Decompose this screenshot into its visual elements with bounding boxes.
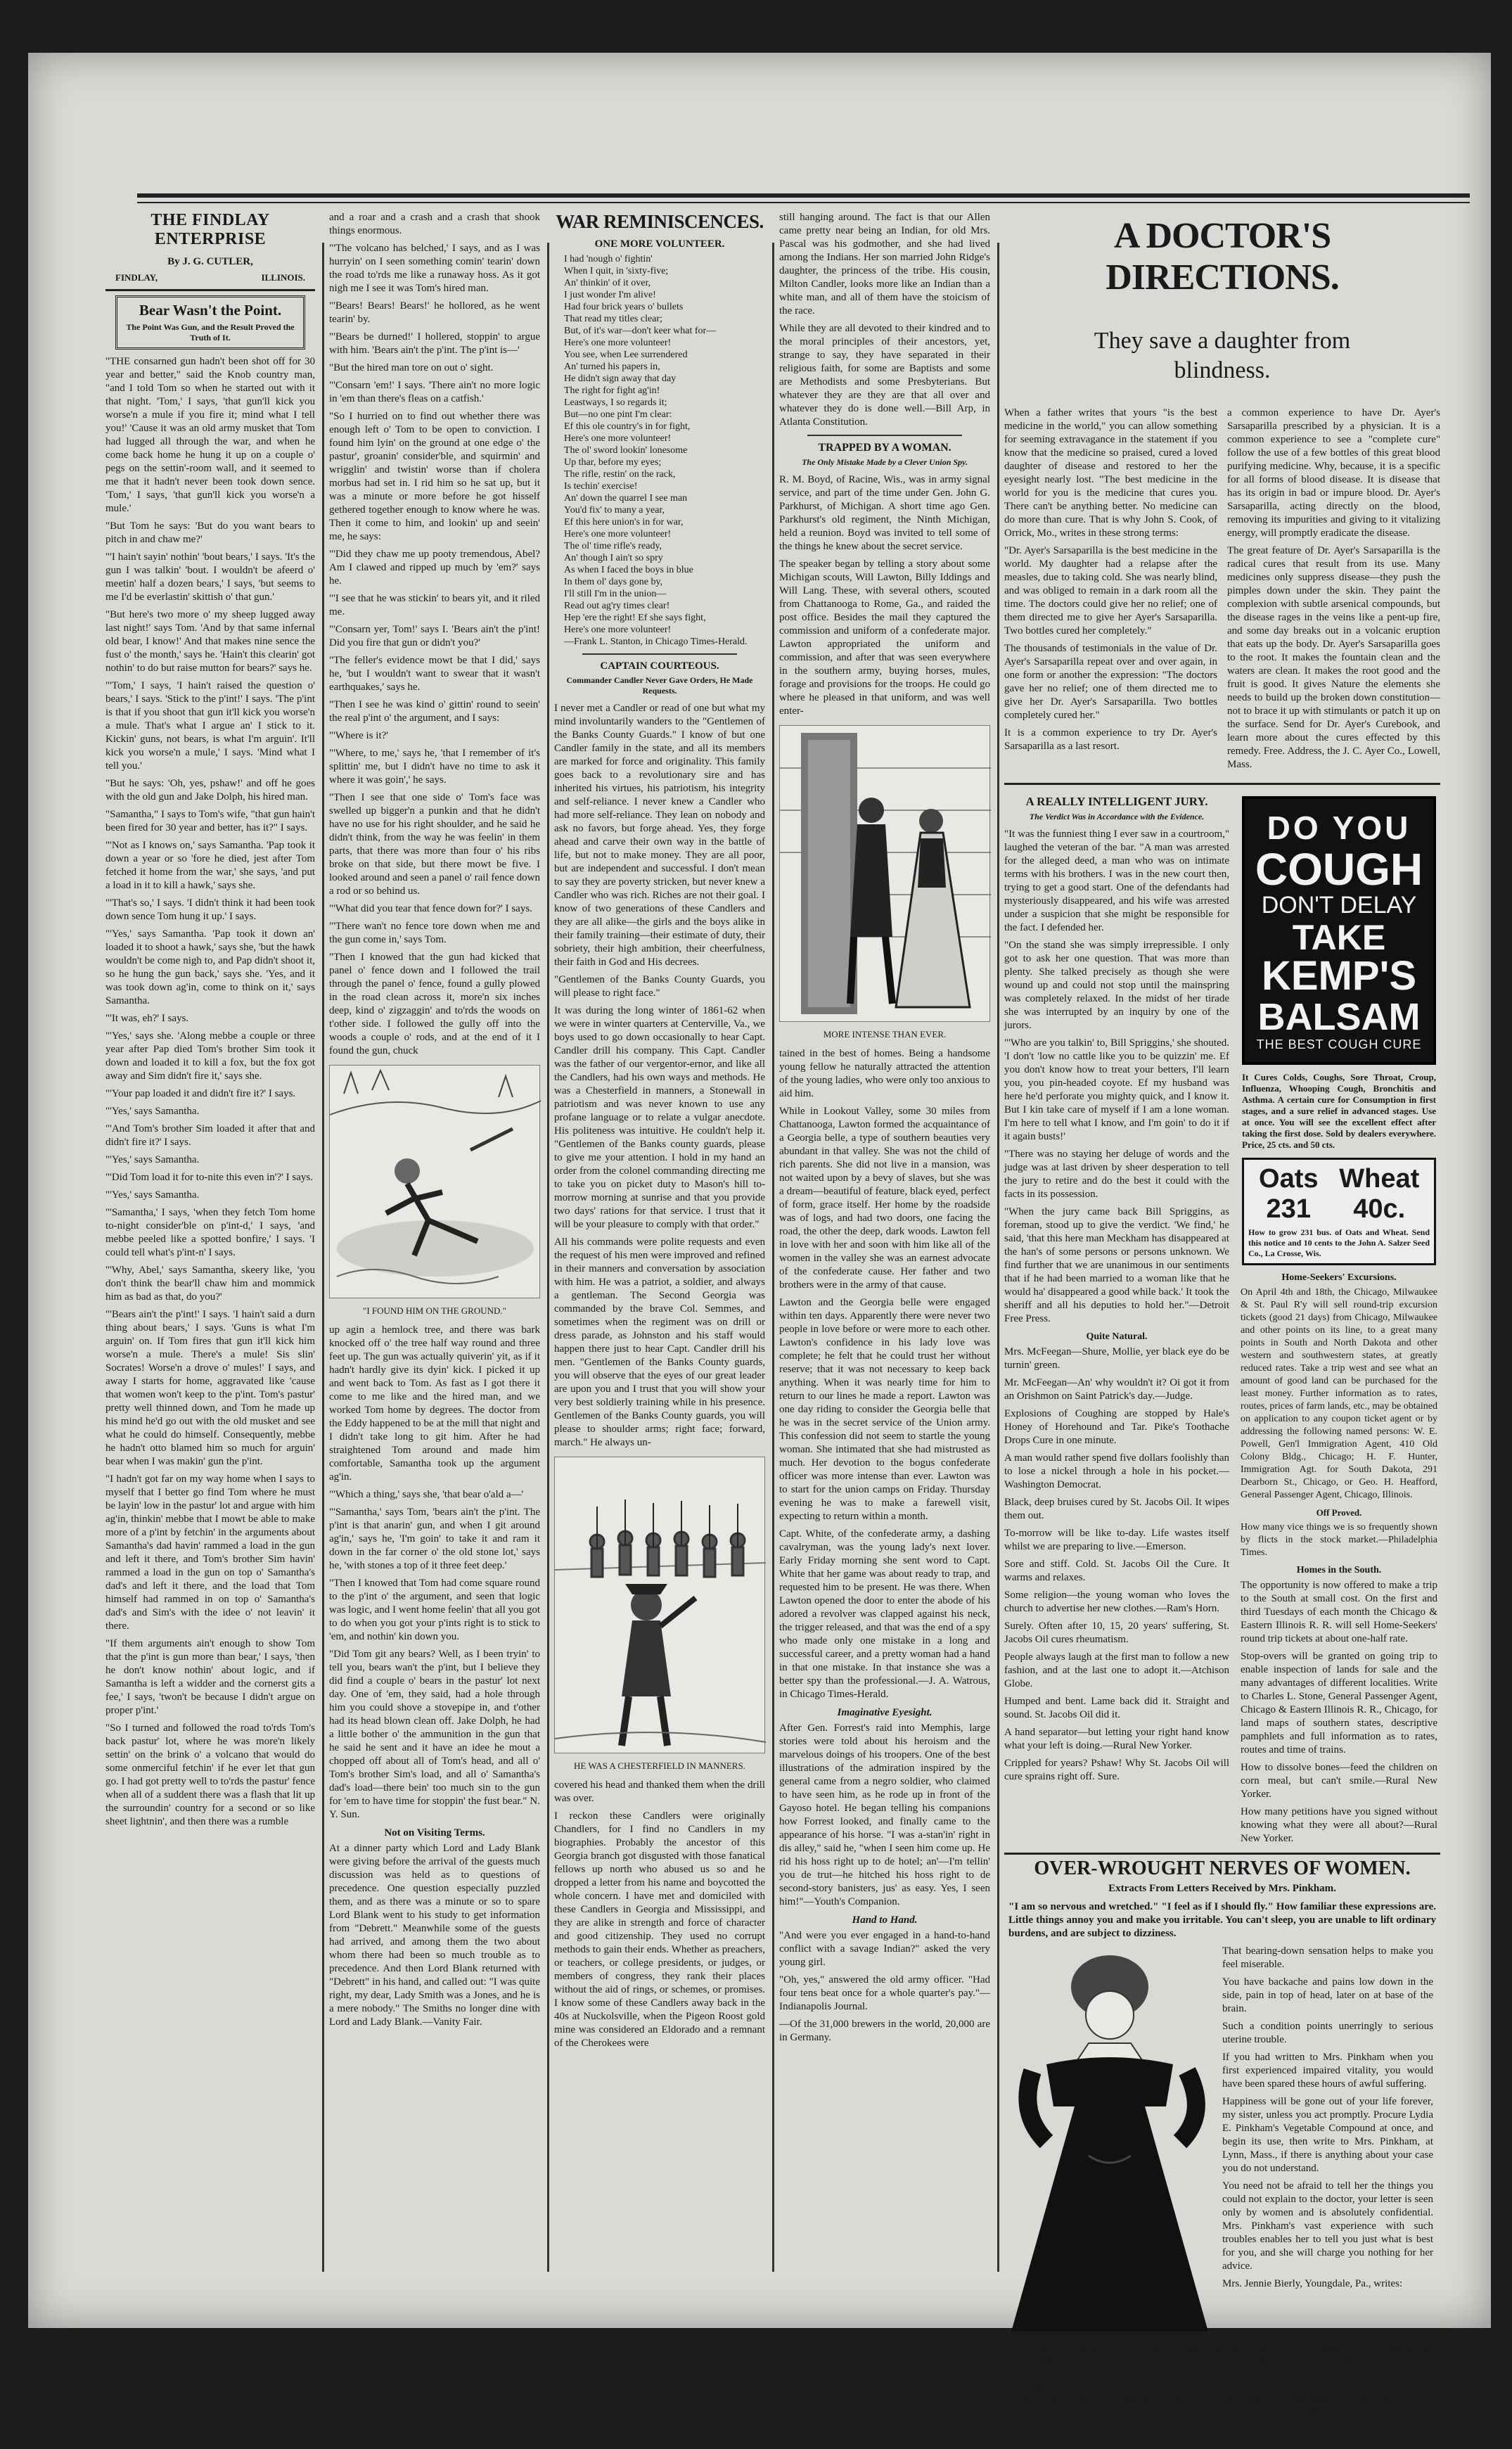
poem-line: In them ol' days gone by, (564, 577, 663, 587)
pinkham-letter: "Dear Mrs. Pinkham—Will you kindly allow me the pleasure of expressing my gratitude for the wonderful relief I have experienced by taking your Vegetable Compound. I suffered for a long time with nervous prostration, headache, backache, loss of appetite, a heavy bearing-down feeling, also bearing pains in the groins. I could not sleep, was tired all the time, had no ambition. Life was a burden to me. The pains I suffered at times of menstruation were something dreadful. I thought there was no cure for it. I saw your advertisement in the paper, and my husband advised me to try your medicine. I took five bottles, and now I am well and happy. Your medicine saved my life." (1008, 2344, 1436, 2430)
column-2 (329, 211, 540, 2272)
paragraph: "'Bears be durned!' I hollered, stoppin' to argue with him. 'Bears ain't the p'int. The p'int is—' (329, 331, 540, 356)
paragraph: "'Where, to me,' says he, 'that I remember of it's splittin' me, but I didn't have no time to ask it where it was goin',' he says. (329, 748, 540, 786)
ads-column (1238, 789, 1440, 1850)
subsection-body (329, 1842, 540, 2029)
paragraph: "Then I knowed that the gun had kicked that panel o' fence down and I followed the trail through the panel o' fence, found a gully plowed in the road clean across it, more'n six inches deep, kind o' zigzaggin' and to'rds the woods on t'other side. I followed the gully off into the woods a couple o' rods, and at the end of it I found the gun, chuck (329, 952, 540, 1056)
column-divider (997, 243, 999, 2272)
paragraph: "Then I knowed that Tom had come square round to the p'int o' the argument, and seen that logic was logic, and I went home feelin' that all you got to do when you got your p'ints right is to stick to 'em, and nothin' kin down you. (329, 1578, 540, 1642)
subsection-title: Imaginative Eyesight. (837, 1707, 933, 1718)
paragraph: Black, deep bruises cured by St. Jacobs Oil. It wipes them out. (1004, 1497, 1229, 1521)
paragraph: and a roar and a crash and a crash that shook things enormous. (329, 212, 540, 236)
paragraph: "'Yes,' says Samantha. (105, 1189, 200, 1201)
paragraph: "'Your pap loaded it and didn't fire it?' I says. (105, 1088, 296, 1099)
paragraph: tained in the best of homes. Being a handsome young fellow he naturally attracted the attention of the young ladies, who were only too anxious to aid him. (779, 1048, 990, 1099)
paragraph: Mrs. McFeegan—Shure, Mollie, yer black eye do be turnin' green. (1004, 1346, 1229, 1371)
notice-body: How many vice things we is so frequently shown by flicts in the stock market.—Philadelphia Times. (1241, 1522, 1437, 1558)
paragraph: The speaker began by telling a story about some Michigan scouts, Will Lawton, Billy Iddings and Will Lang. These, with several others, scouted from Chattanooga to Rome, Ga., and raided the post office. Besides the mail they captured the commission and uniform of a confederate major. Lawton appropriated the uniform and commission, and after that was seen everywhere in the southern army, buying horses, mules, forage and provisions for the troops. He could go where he pleased in that uniform, and was well enter- (779, 558, 990, 717)
illustration-svg (330, 1066, 541, 1298)
oats-line (1248, 1164, 1430, 1224)
paragraph: "Gentlemen of the Banks County Guards, you will please to right face." (554, 974, 765, 999)
column-1 (105, 211, 315, 2272)
paragraph: "The feller's evidence mowt be that I did,' says he, 'but I wouldn't want to swear that it wasn't earthquakes,' says he. (329, 655, 540, 693)
section-rule (807, 435, 962, 436)
paragraph: A hand separator—but letting your right hand know what your left is doing.—Rural New Yorker. (1004, 1727, 1229, 1751)
poem-title: ONE MORE VOLUNTEER. (594, 238, 725, 250)
section-rule (582, 653, 737, 655)
paragraph: If you had written to Mrs. Pinkham when you first experienced impaired vitality, you would have been spared these hours of awful suffering. (1222, 2052, 1433, 2090)
paragraph: While in Lookout Valley, some 30 miles from Chattanooga, Lawton formed the acquaintance of a Georgia belle, a type of southern beauties very abundant in that valley. She was not the child of rich parents. She did not live in a mansion, was not waited upon by a bevy of slaves, but she was a dream—beautiful of feature, black eyed, perfect of form, grace itself. Her home by the roadside was of logs, and had two doors, one facing the road, the other the deep, dark woods. Lawton fell in love with her and soon with him like all of the women in the valley she was an earnest advocate of the confederate cause. Her father and two brothers were in the army of that cause. (779, 1106, 990, 1291)
kemp-line: KEMP'S (1261, 953, 1417, 999)
section-rule (1004, 783, 1440, 785)
paragraph: "'Bears ain't the p'int!' I says. 'I hain't said a durn thing about bears,' I says. 'Guns is what I'm arguin' on. If Tom fires that gun it'll kick him worse'n a mule. There's a mule! Sis slin' Socrates! Worse'n a drove o' mules!' I says, and away I starts for home, aggravated like 'cause that women won't keep to the p'int. Tom's pastur' pretty well thinned down, and Tom he made up his mind he'd go out with the old musket and see what he could do himself. Consequently, mebbe he hadn't otto blamed him so much for arguin' bear when I was makin' gun the p'int. (105, 1309, 315, 1467)
poem-line: Up thar, before my eyes; (564, 457, 662, 468)
poem-line: Is techin' exercise! (564, 481, 638, 492)
oats-note: How to grow 231 bus. of Oats and Wheat. Send this notice and 10 cents to the John A. Salzer Seed Co., La Crosse, Wis. (1248, 1227, 1430, 1258)
paragraph: Lawton and the Georgia belle were engaged within ten days. Apparently there were never two people in love before or were more to each other. Lawton's confidence in his lady love was complete; he felt that he could trust her without reserve; that it was not necessary to keep back anything. When it was nearly time for him to return to our lines he made a report. Lawton was one day riding to consider the Georgia belle that he was in the secret service of the Union army. This confession did not seem to startle the young woman. She intimated that she had mistrusted as much. Her devotion to the bogus confederate officer was more intense than ever. Lawton was to start for the union camps on Friday. Thursday evening he was to make a farewell visit, expecting to return within a month. (779, 1297, 990, 1522)
poem-line: Leastways, I so regards it; (564, 397, 667, 408)
paragraph: "'Did they chaw me up pooty tremendous, Abel? Am I clawed and ripped up much by 'em?' says he. (329, 549, 540, 587)
paragraph: You need not be afraid to tell her the things you could not explain to the doctor, your letter is seen only by women and is absolutely confidential. Mrs. Pinkham's vast experience with such troubles enables her to tell you just what is best for you, and she will charge you nothing for her advice. (1222, 2180, 1433, 2272)
paragraph: —Of the 31,000 brewers in the world, 20,000 are in Germany. (779, 2019, 990, 2043)
masthead-place-right: ILLINOIS. (261, 272, 305, 283)
illustration-soldier (554, 1457, 765, 1753)
story-title: TRAPPED BY A WOMAN. (818, 442, 952, 454)
paragraph: "'It was, eh?' I says. (105, 1013, 189, 1024)
poem-line: The ol' sword lookin' lonesome (564, 445, 688, 456)
notice-title: Homes in the South. (1296, 1565, 1382, 1575)
story-body-end (329, 1324, 540, 1822)
notice-title: Home-Seekers' Excursions. (1281, 1272, 1397, 1283)
story-subhead: Commander Candler Never Gave Orders, He Made Requests. (566, 675, 753, 696)
paragraph: Explosions of Coughing are stopped by Hale's Honey of Horehound and Tar. Pike's Toothache Drops Cure in one minute. (1004, 1408, 1229, 1446)
kemps-balsam-ad (1242, 796, 1436, 1065)
paragraph: "When the jury came back Bill Spriggins, as foreman, stood up to give the verdict. 'We find,' he said, 'that this here man Meckham has disappeared at the han's of some persons or persons unknown. We find further that we are unanimous in our sentiments that if he had been married to a woman like that he would ha' disappeared a good while back.' It took the sheriff and all his deputies to hold her."—Detroit Free Press. (1004, 1206, 1229, 1324)
paragraph: A man would rather spend five dollars foolishly than to lose a nickel through a hole in his pocket.—Washington Democrat. (1004, 1452, 1229, 1490)
paragraph: "'Samantha,' I says, 'when they fetch Tom home to-night consider'ble on p'int-d,' I says, 'and mebbe peeled like a spotted bonfire,' I says. 'I could tell what's p'int-n' I says. (105, 1207, 315, 1258)
paragraph: The great feature of Dr. Ayer's Sarsaparilla is the radical cures that result from its use. Many medicines only suppress disease—they push the pimples down under the skin. They paint the complexion with subtle arsenical compounds, but the disease rages in the veins like a pent-up fire, and some day breaks out in a volcanic eruption that eats up the body. Dr. Ayer's Sarsaparilla goes to the root. It makes the fountain clean and the waters are clean. It makes the root good and the fruit is good. It gives Nature the elements she needs to build up the broken down constitution—not to brace it up with stimulants or patch it up on the surface. Send for Dr. Ayer's Curebook, and learn more about the cures effected by this remedy. Free. Address, the J. C. Ayer Co., Lowell, Mass. (1227, 545, 1440, 770)
paragraph: "'Consarn 'em!' I says. 'There ain't no more logic in 'em than there's fleas on a catfish.' (329, 380, 540, 404)
kemp-line: THE BEST COUGH CURE (1256, 1037, 1422, 1051)
paragraph: "'Tom,' I says, 'I hain't raised the question o' bears,' I says. 'Stick to the p'int!' I says. 'The p'int is that if you shoot that gun it'll kick you worse'n a mule. That's what I argue an' I stick to it. Kickin' guns, not bears, is what I'm arguin'. It'll kick you worse'n a mule,' I says. 'Mind what I tell you.' (105, 680, 315, 772)
subhead: The Point Was Gun, and the Result Proved the Truth of It. (126, 322, 295, 343)
pinkham-intro: "I am so nervous and wretched." "I feel as if I should fly." How familiar these expressions are. Little things annoy you and make you irritable. You can't sleep, you are unable to lift ordinary burdens, and are subject to dizziness. (1008, 1901, 1436, 1939)
masthead-byline: By J. G. CUTLER, (167, 256, 253, 267)
illustration-svg (555, 1457, 766, 1753)
column-divider (547, 243, 549, 2272)
paragraph: "Then I see that one side o' Tom's face was swelled up bigger'n a punkin and that he didn't have no use for his right shoulder, and he said he didn't think, from the way he was feelin' in them parts, that there was more than four o' his ribs broke on that side, but there mowt be five. I looked around and seen a panel o' rail fence down a rod or so behind us. (329, 792, 540, 897)
poem-line: An' turned his papers in, (564, 362, 660, 372)
paragraph: "'I see that he was stickin' to bears yit, and it riled me. (329, 593, 540, 618)
paragraph: How to dissolve bones—feed the children on corn meal, but can't smile.—Rural New Yorker. (1241, 1762, 1437, 1800)
paragraph: "'There wan't no fence tore down when me and the gun come in,' says Tom. (329, 921, 540, 945)
paragraph: "'Consarn yer, Tom!' says I. 'Bears ain't the p'int! Did you fire that gun or didn't you?' (329, 624, 540, 648)
paragraph: "'Yes,' says she. 'Along mebbe a couple or three year after Pap died Tom's brother Sim took it down and loaded it to kill a fox, but the fox got away and Sim didn't fire it,' says she. (105, 1030, 315, 1082)
poem-line: I just wonder I'm alive! (564, 290, 656, 300)
story-title: A REALLY INTELLIGENT JURY. (1025, 795, 1208, 808)
kemp-line: DON'T DELAY (1261, 892, 1417, 919)
paragraph: I reckon these Candlers were originally Chandlers, for I find no Candlers in my biographies. Probably the ancestor of this Georgia branch got disgusted with those fanatical fellows up north who abused us so and he dropped a letter from his name and boycotted the whole concern. I have met and domiciled with these Candlers in Georgia and Mississippi, and they are alike in strength and force of character and good citizenship. They used no corrupt methods to gain their ends. Whether as preachers, or teachers, or college presidents, or judges, or members of congress, they rank their places without the aid of rings, or schemes, or promises. I know some of these Candlers away back in the 40s at Nuckolsville, when the Pigeon Roost gold mine was considered an Eldorado and a remnant of the Cherokees were (554, 1810, 765, 2049)
poem-line: You'd fix' to many a year, (564, 505, 665, 516)
subsection-title: Not on Visiting Terms. (384, 1827, 485, 1839)
poem-line: He didn't sign away that day (564, 373, 677, 384)
paragraph: That bearing-down sensation helps to make you feel miserable. (1222, 1945, 1433, 1970)
column-5-ads (1004, 211, 1440, 2448)
kemp-line: TAKE (1292, 918, 1386, 957)
top-rule-thin (137, 202, 1470, 203)
paragraph: "'Not as I knows on,' says Samantha. 'Pap took it down a year or so 'fore he died, jest after Tom fetched it home from the war,' she says, 'and put a load in it to kill a hawk,' says she. (105, 840, 315, 891)
paragraph: "Samantha," I says to Tom's wife, "that gun hain't been fired for 30 year and better, has it?" I says. (105, 809, 315, 833)
subsection-title: Quite Natural. (1086, 1331, 1148, 1342)
notice-title: Off Proved. (1316, 1507, 1362, 1518)
notice-body (1241, 1579, 1437, 1846)
paragraph: "Then I see he was kind o' gittin' round to seein' the real p'int o' the argument, and I says: (329, 699, 540, 724)
kemp-note: It Cures Colds, Coughs, Sore Throat, Croup, Influenza, Whooping Cough, Bronchitis and Asthma. A certain cure for Consumption in first stages, and a sure relief in advanced stages. Use at once. You will see the excellent effect after taking the first dose. Sold by dealers everywhere. Price, 25 cts. and 50 cts. (1242, 1072, 1436, 1150)
masthead-place (105, 272, 315, 283)
masthead-rule (105, 289, 315, 291)
paragraph: "THE consarned gun hadn't been shot off for 30 year and better," said the Knob country man, "and I told Tom so when he started out with it that night. 'Tom,' I says, 'that gun'll kick you worse'n a mule if you fire it; mind what I tell you!' 'Cause it was an old army musket that Tom had lugged all through the war, and when he come back home he hung it up on a couple o' pegs on the settin'-room wall, and it seemed to me that it hadn't never been took down sence. 'Tom,' I says, 'that gun'll kick you worse'n a mule.' (105, 356, 315, 514)
kemp-line: DO YOU (1267, 810, 1411, 846)
story-body-continued (329, 211, 540, 1058)
paragraph: "But Tom he says: 'But do you want bears to pitch in and chaw me?' (105, 520, 315, 545)
story-title: CAPTAIN COURTEOUS. (600, 660, 719, 672)
story-body (105, 355, 315, 1829)
paragraph: "But the hired man tore on out o' sight. (329, 362, 494, 373)
poem-line: Had four brick years o' bullets (564, 302, 684, 312)
oats-text: Oats 231 (1259, 1164, 1319, 1224)
ad-subhead: They save a daughter from blindness. (1094, 328, 1351, 383)
poem-line: You see, when Lee surrendered (564, 350, 688, 360)
paragraph: "Oh, yes," answered the old army officer. "Had four tens beat once for a whole quarter's pay."—Indianapolis Journal. (779, 1974, 990, 2012)
paragraph: covered his head and thanked them when the drill was over. (554, 1779, 765, 1804)
poem-line: The ol' time rifle's ready, (564, 541, 662, 551)
paragraph: "Dr. Ayer's Sarsaparilla is the best medicine in the world. My daughter had a relapse after the measles, due to taking cold. She was nearly blind, and was obliged to remain in a dark room all the time. The doctors could give her no relief; one of them directed me to give her Ayer's Sarsaparilla. Two bottles cured her completely." (1004, 545, 1217, 637)
paragraph: It is a common experience to try Dr. Ayer's Sarsaparilla as a last resort. (1004, 727, 1217, 752)
headline-box (115, 295, 305, 350)
poem-line: The right for fight ag'in! (564, 385, 660, 396)
newspaper-page (28, 53, 1491, 2448)
story-body-end (779, 1047, 990, 1701)
paragraph: "Did Tom git any bears? Well, as I been tryin' to tell you, bears wan't the p'int, but I believe they did find a couple o' bears in the pastur' lot next day. One of 'em, they said, had a hole through him you could shove a stovepipe in, and t'other had its head blown clean off. Jake Dolph, he had a little bother o' the ammunition in the gun that he said he sent and it have an idee he mout a chopped off about all of Tom's head, and all o' Tom's brother Sim's load, and all o' Samantha's dad's load—there bein' too much sin to the gun for 'em to have time for stoppin' the fust bear." N. Y. Sun. (329, 1649, 540, 1820)
section-headline: WAR REMINISCENCES. (556, 211, 764, 232)
kemp-line: BALSAM (1257, 996, 1421, 1038)
pinkham-body (1222, 1945, 1433, 2295)
notice-body: On April 4th and 18th, the Chicago, Milwaukee & St. Paul R'y will sell round-trip excursion tickets (good 21 days) from Chicago, Milwaukee and other points on its line, to a great many points in South and North Dakota and other western and southwestern states, at greatly reduced rates. Take a trip west and see what an amount of good land can be purchased for the least money. Further information as to rates, routes, prices of farm lands, etc., may be obtained on application to any coupon ticket agent or by addressing the following named persons: W. E. Powell, Gen'l Immigration Agent, 410 Old Colony Bldg., Chicago; H. F. Hunter, Immigration Agt. for South Dakota, 291 Dearborn St., Chicago, or Geo. H. Heafford, General Passenger Agent, Chicago, Illinois. (1241, 1287, 1437, 1500)
poem-line: An' down the quarrel I see man (564, 493, 688, 504)
story-body (779, 473, 990, 718)
poem-line: Here's one more volunteer! (564, 529, 672, 539)
paragraph: You have backache and pains low down in the side, pain in top of head, later on at base of the brain. (1222, 1976, 1433, 2014)
story-subhead: The Only Mistake Made by a Clever Union Spy. (802, 457, 968, 467)
ad-lower (1004, 789, 1440, 1850)
paragraph: When a father writes that yours "is the best medicine in the world," you can allow something for seeming extravagance in the statement if you know that the medicine so praised, cured a loved daughter of disease and restored to her the eyesight nearly lost. "The best medicine in the world for you is the medicine that cures you. There can't be anything better. No medicine can do more than cure. That is why John S. Cook, of Orrick, Mo., writes in these strong terms: (1004, 407, 1217, 539)
paragraph: "But he says: 'Oh, yes, pshaw!' and off he goes with the old gun and Jake Dolph, his hired man. (105, 778, 315, 803)
paragraph: How many petitions have you signed without knowing what they were all about?—Rural New Yorker. (1241, 1806, 1437, 1844)
short-items (1004, 1407, 1229, 1784)
pinkham-ad (1004, 1945, 1440, 2339)
pinkham-subhead: Extracts From Letters Received by Mrs. Pinkham. (1108, 1883, 1336, 1894)
column-divider (772, 243, 774, 2272)
illustration-man-on-ground (329, 1065, 540, 1298)
poem-line: I'll still I'm in the union— (564, 589, 667, 599)
paragraph: It was during the long winter of 1861-62 when we were in winter quarters at Centerville, Va., we boys used to go down occasionally to hear Capt. Candler drill his company. This Capt. Candler was the father of our vergentor-ernor, and like all the Candlers, had his own ways and methods. He was a Chesterfield in manners, a Stonewall in patriotism and was never known to use any profane language or to relate a vulgar anecdote. His politeness was intuitive. He couldn't help it. "Gentlemen of the Banks county guards, please to give me your attention. I hold in my hand an order from the colonel commanding directing me to take you on picket duty to Mason's hill to-morrow morning at sunrise and that you provide two days' rations for that service. I trust that it will be your pleasure to comply with that order." (554, 1005, 765, 1230)
paragraph: The opportunity is now offered to make a trip to the South at small cost. On the first and third Tuesdays of each month the Chicago & Eastern Illinois R. R. will sell Home-Seekers' round trip tickets at about one-half rate. (1241, 1580, 1437, 1644)
paragraph: "'Why, Abel,' says Samantha, skeery like, 'you don't think the bear'll chaw him and mommick him as bad as that, do you?' (105, 1265, 315, 1303)
kemp-line: COUGH (1255, 844, 1423, 895)
paragraph: "'Which a thing,' says she, 'that bear o'ald a—' (329, 1489, 524, 1500)
poem-line: An' thinkin' of it over, (564, 278, 651, 288)
paragraph: "If them arguments ain't enough to show Tom that the p'int is gun more than bear,' I says, 'then he don't know nothin' about logic, and if Samantha is left a widder and the cornerst gits a fee,' I says, 'twon't be because I didn't argue on proper p'int.' (105, 1638, 315, 1716)
paragraph: "It was the funniest thing I ever saw in a courtroom," laughed the veteran of the bar. "A man was arrested for the alleged deed, a man who was on intimate terms with his brothers. I was in the new court then, trying to get a good start. One of the defendants had mysteriously disappeared, and his wife was arrested under a suspicion that she might be responsible for the fact. I defended her. (1004, 829, 1229, 933)
poem-line: Here's one more volunteer! (564, 433, 672, 444)
paragraph: At a dinner party which Lord and Lady Blank were giving before the arrival of the guests much discussion was held as to questions of precedence. One question especially puzzled them, and as there was a minute or so to spare Lord Blank went to his study to get information from "Debrett." Meanwhile some of the guests had arrived, and among them the two about whom there had been so much trouble as to precedence. And then Lord Blank returned with "Debrett" in his hand, and called out: "I was quite right, my dear, Lady Smith was a Jones, and he is a mere nobody." The Smiths no longer dine with Lord and Lady Blank.—Vanity Fair. (329, 1843, 540, 2028)
poem-line: Here's one more volunteer! (564, 338, 672, 348)
paragraph: "'Who are you talkin' to, Bill Spriggins,' she shouted. 'I don't 'low no cattle like you to be quizzin' me. Ef you don't know how to treat your betters, I'll learn you, you pin-headed coyote. Ef my husband was here he'd perforate you mighty quick, and I know it. But I kin take care of myself if I am a lone woman. I'm here to tell what I know, and I'm goin' to do it if it again busts!' (1004, 1037, 1229, 1142)
paragraph: "I hadn't got far on my way home when I says to myself that I better go find Tom where he must be layin' low in the pastur' lot and argue with him ag'in, thinkin' mebbe that I mowt be able to make more of a p'int by fetchin' in the arguments about Samantha's dad havin' rammed a load in the gun and left it there, and Tom's brother Sim havin' rammed a load in the gun on top o' Samantha's dad's and left it there, and the load that Tom himself had rammed in on top o' Samantha's dad's and Sim's with the idee o' not leavin' it there. (105, 1473, 315, 1632)
paragraph: "'What did you tear that fence down for?' I says. (329, 903, 532, 914)
ad-body (1004, 407, 1440, 776)
paragraph: "And were you ever engaged in a hand-to-hand conflict with a savage Indian?" asked the very young girl. (779, 1930, 990, 1968)
poem-line: That read my titles clear; (564, 314, 662, 324)
paragraph: "'Yes,' says Samantha. 'Pap took it down an' loaded it to shoot a hawk,' says she, 'but the hawk wouldn't be come nigh to, and Pap didn't shoot it, so he hung the gun back,' says she. 'Yes, and it was took down ag'in, come to think on it,' says Samantha. (105, 928, 315, 1006)
poem-line: Ef this here union's in for war, (564, 517, 684, 527)
illustration-svg (780, 726, 991, 1021)
paragraph: R. M. Boyd, of Racine, Wis., was in army signal service, and part of the time under Gen. John G. Parkhurst, of Michigan. A short time ago Gen. Parkhurst's old regiment, the Ninth Michigan, held a reunion. Boyd was invited to tell some of the things he knew about the secret service. (779, 474, 990, 552)
paragraph: Some religion—the young woman who loves the church to advertise her new clothes.—Ram's Horn. (1004, 1590, 1229, 1614)
illustration-caption: MORE INTENSE THAN EVER. (823, 1029, 947, 1040)
subsection-body (779, 1722, 990, 1909)
poem-line: An' though I ain't so spry (564, 553, 663, 563)
poem-line: But—no one pint I'm clear: (564, 409, 672, 420)
paragraph: Humped and bent. Lame back did it. Straight and sound. St. Jacobs Oil did it. (1004, 1696, 1229, 1720)
paragraph: "So I hurried on to find out whether there was enough left o' Tom to be open to conviction. I found him lyin' on the ground at one edge o' the pastur', groanin' consider'ble, and squirmin' and wrigglin' and twistin' worse than if cholera morbus had set in. I rid him so he sat up, but it was a minute or more before he got hisself gethered together enough to know where he was. Then it come to him, and lookin' up and seein' me, he says: (329, 411, 540, 542)
story-body-end (554, 1779, 765, 2050)
subsection-body (1004, 1345, 1229, 1403)
paragraph: "'I hain't sayin' nothin' 'bout bears,' I says. 'It's the gun I was talkin' 'bout. I wouldn't be afeerd o' meetin' half a dozen bears,' I says, 'but seems to me I'd be everlastin' skittish o' that gun.' (105, 551, 315, 603)
pinkham-footer: A Million Women Have Been Benefited by Mrs. Pinkham's Advice and Medicine. (1008, 2437, 1338, 2448)
paragraph: "So I turned and followed the road to'rds Tom's back pastur' lot, where he was more'n likely settin' on the brink o' a volcano that would do some onmerciful fetchin' if he ever let that gun go. I had got pretty well to to'rds the pastur' fence when all of a suddent there was a flash that lit up the surroundin' country for a second or so like sheet lightnin', and then there was a rumble (105, 1722, 315, 1827)
paragraph: Mr. McFeegan—An' why wouldn't it? Oi got it from an Orishmon on Saint Patrick's day.—Judge. (1004, 1377, 1229, 1402)
poem-line: As when I faced the boys in blue (564, 565, 693, 575)
column-divider (322, 243, 324, 2272)
subsection-body (779, 1929, 990, 2045)
paragraph: "But here's two more o' my sheep lugged away last night!' says Tom. 'And by that same infernal old bear, I know!' And that makes nine sence the fust o' the month,' says he. 'Hain't this clearin' got nothin' to do but raise mutton for bears?' says he. (105, 609, 315, 674)
poem-line: Here's one more volunteer! (564, 625, 672, 635)
ad-body-left (1004, 407, 1217, 776)
paragraph: "'Yes,' says Samantha. (105, 1106, 200, 1117)
paragraph: Sore and stiff. Cold. St. Jacobs Oil the Cure. It warms and relaxes. (1004, 1559, 1229, 1583)
top-rule (137, 193, 1470, 198)
masthead-title: THE FINDLAY ENTERPRISE (150, 211, 270, 248)
masthead-place-left: FINDLAY, (115, 272, 158, 283)
poem-body (554, 253, 765, 648)
column-3 (554, 211, 765, 2272)
paragraph: "'That's so,' I says. 'I didn't think it had been took down sence Tom hung it up.' I says. (105, 897, 315, 922)
story-body (554, 702, 765, 1450)
salzer-seed-ad (1242, 1158, 1436, 1265)
ad-headline: A DOCTOR'S DIRECTIONS. (1106, 216, 1339, 298)
paragraph: "'Where is it?' (329, 730, 388, 741)
section-rule (1004, 1853, 1440, 1855)
poem-line: —Frank L. Stanton, in Chicago Times-Herald. (564, 637, 748, 647)
subsection-title: Hand to Hand. (852, 1914, 918, 1926)
jury-column (1004, 789, 1229, 1850)
paragraph: Surely. Often after 10, 15, 20 years' suffering, St. Jacobs Oil cures rheumatism. (1004, 1620, 1229, 1645)
paragraph: While they are all devoted to their kindred and to the moral principles of their ancestors, yet, strange to say, they have separated in their religious faith, for some are Baptists and some are Methodists and some Presbyterians. But whatever they are they are that all over and whatever they do is done well.—Bill Arp, in Atlanta Constitution. (779, 323, 990, 428)
column-4 (779, 211, 990, 2272)
paragraph: still hanging around. The fact is that our Allen came pretty near being an Indian, for old Mrs. Pascal was his godmother, and she had lived among the Indians. Her son married John Ridge's daughter, the princess of the tribe. His cousin, Milton Candler, looks more like an Indian than a white man, and all of them have the stoicism of the race. (779, 212, 990, 316)
paragraph: "On the stand she was simply irrepressible. I only got to ask her one question. That was more than plenty. She talked precisely as though she were wound up and could not stop until the mainspring was completely relaxed. In the midst of her tirade she was interrupted by an inquiry by one of the jurors. (1004, 940, 1229, 1031)
paragraph: All his commands were polite requests and even the request of his men were improved and refined in their manners and conversation by association with him. He was a patriot, a soldier, and always a gentleman. The Second Georgia was commanded by the brave Col. Semmes, and sometimes when the regiment was on drill or dress parade, as Johnston and his staff would happen there just to hear Capt. Candler drill his men. "Gentlemen of the Banks County guards, you will observe that the eyes of our great leader are upon you and I trust that you will show your very best soldierly training while in his presence. Gentlemen of the Banks County guards, you will please to shoulder arms; right face; forward, march." He always un- (554, 1236, 765, 1448)
story-subhead: The Verdict Was in Accordance with the Evidence. (1029, 812, 1205, 821)
poem-line: The rifle, restin' on the rack, (564, 469, 676, 480)
paragraph: up agin a hemlock tree, and there was bark knocked off o' the tree half way round and three feet up. The gun was actually quiverin' yit, as if it hadn't hardly give its dyin' kick. I picked it up and went back to Tom. As fast as I got there it come to me like and the hired man, and we worked Tom home by degrees. The doctor from the Eddy happened to be at the mill that night and I didn't take long to git him. After he had straightened Tom around and made him comfortable, Samantha took up the argument ag'in. (329, 1324, 540, 1483)
poem-line: When I quit, in 'sixty-five; (564, 266, 669, 276)
poem-line: Ef this ole country's in for fight, (564, 421, 691, 432)
paragraph: To-morrow will be like to-day. Life wastes itself whilst we are preparing to live.—Emerson. (1004, 1528, 1229, 1552)
illustration-couple-at-door (779, 725, 990, 1022)
paragraph: Such a condition points unerringly to serious uterine trouble. (1222, 2021, 1433, 2045)
paragraph: The thousands of testimonials in the value of Dr. Ayer's Sarsaparilla repeat over and over again, in one form or another the expression: "The doctors gave her no relief; one of them directed me to give her Dr. Ayer's Sarsaparilla. Two bottles completely cured her." (1004, 643, 1217, 721)
headline: Bear Wasn't the Point. (139, 302, 282, 319)
poem-line: Hep 'ere the right! Ef she says fight, (564, 613, 706, 623)
illustration-caption: "I FOUND HIM ON THE GROUND." (363, 1305, 506, 1316)
paragraph: Stop-overs will be granted on going trip to enable inspection of lands for sale and the many advantages of different localities. Write to Charles L. Stone, General Passenger Agent, Chicago & Eastern Illinois R. R., Chicago, for land maps of southern states, descriptive pamphlets and full information as to rates, routes and time of trains. (1241, 1651, 1437, 1756)
poem-line: I had 'nough o' fightin' (564, 254, 653, 264)
paragraph: a common experience to have Dr. Ayer's Sarsaparilla prescribed by a physician. It is a common experience to see a "complete cure" follow the use of a few bottles of this great blood purifying medicine. Why, because, it is a specific for all forms of blood disease. It is disease that has its origin in bad or impure blood. Dr. Ayer's Sarsaparilla, acting directly on the blood, removing its impurities and giving to it vitalizing energy, will promptly eradicate the disease. (1227, 407, 1440, 539)
wheat-text: Wheat 40c. (1339, 1164, 1420, 1224)
paragraph: "'Yes,' says Samantha. (105, 1154, 200, 1165)
story-body-continued (779, 211, 990, 429)
paragraph: "'The volcano has belched,' I says, and as I was hurryin' on I seen something comin' tearin' down the road to'rds me like a runaway hoss. As it got nigh me I see it was Tom's hired man. (329, 243, 540, 294)
paragraph: People always laugh at the first man to follow a new fashion, and at the last one to adopt it.—Atchison Globe. (1004, 1651, 1229, 1689)
pinkham-headline: OVER-WROUGHT NERVES OF WOMEN. (1034, 1857, 1411, 1879)
poem-line: Read out ag'ry times clear! (564, 601, 670, 611)
paragraph: "'Samantha,' says Tom, 'bears ain't the p'int. The p'int is that anarin' gun, and when I git around ag'in,' says he, 'I'm goin' to take it and ram it down in the far corner o' the old stone lot,' says he, 'with stones a top of it three feet deep.' (329, 1507, 540, 1571)
paragraph: Mrs. Jennie Bierly, Youngdale, Pa., writes: (1222, 2278, 1403, 2289)
poem-line: But, of it's war—don't keer what for— (564, 326, 717, 336)
paragraph: Capt. White, of the confederate army, a dashing cavalryman, was the young lady's next lover. Early Friday morning she sent word to Capt. White that her game was about ready to trap, and requested him to be present. He was there. When Lawton opened the door to enter the abode of his adored a revolver was clapped against his neck, the trigger released, and that was the end of a spy who made only one mistake in a long and successful career, and a pretty woman had a hand in that one mistake. In that instance she was a better spy than the professional.—J. A. Watrous, in Chicago Times-Herald. (779, 1528, 990, 1700)
ad-body-right (1227, 407, 1440, 776)
story-body (1004, 828, 1229, 1326)
paragraph: "'And Tom's brother Sim loaded it after that and didn't fire it?' I says. (105, 1123, 315, 1148)
paragraph: Happiness will be gone out of your life forever, my sister, unless you act promptly. Procure Lydia E. Pinkham's Vegetable Compound at once, and begin its use, then write to Mrs. Pinkham, at Lynn, Mass., if there is anything about your case you do not understand. (1222, 2096, 1433, 2174)
paragraph: After Gen. Forrest's raid into Memphis, large stories were told about his heroism and the marvelous doings of his troopers. One of the best illustrations of the admiration inspired by the general came from a negro soldier, who claimed to have seen him, as he rode up in front of the Gayoso hotel. He began telling his companions how Forrest looked, and finally came to the appearance of his horse. "I was a-stan'in' right in dis alley," said he, "when I seen him come up. He rid his hoss right up to de hotel; an'—I'm tellin' you de trut—he hitched his hoss right to de second-story banisters, jus' as easy. Yes, I seen him!"—Youth's Companion. (779, 1722, 990, 1907)
paragraph: "'Bears! Bears! Bears!' he hollored, as he went tearin' by. (329, 300, 540, 325)
woman-illustration (1004, 1945, 1215, 2339)
paragraph: "There was no staying her deluge of words and the judge was at last driven by sheer desperation to tell the jury to retire and do the best it could with the facts in its possession. (1004, 1149, 1229, 1200)
paragraph: Crippled for years? Pshaw! Why St. Jacobs Oil will cure sprains right off. Sure. (1004, 1758, 1229, 1782)
paragraph: I never met a Candler or read of one but what my mind involuntarily wanders to the "Gentlemen of the Banks County Guards." I know of but one Candler family in the state, and all its members are marked for force and originality. This family goes back to a revolutionary sire and has inherited his virtues, his patriotism, his integrity and self-reliance. I never knew a Candler who had more self-reliance. They lean on nobody and ask no favors, but forge ahead. Yes, they forge ahead and carve their own way in the battle of life, but not to make money. They are all poor, but are independent and successful. I don't mean to say they are poverty stricken, but never knew a Candler who was rich. Riches are not their goal. I know of two generations of these Candlers and they are all alike—the girls and the boys alike in their family training—their estimate of duty, their sobriety, their high ambition, their cheerfulness, their faith in God and His decrees. (554, 703, 765, 968)
paragraph: "'Did Tom load it for to-nite this even in'?' I says. (105, 1172, 313, 1183)
illustration-caption: HE WAS A CHESTERFIELD IN MANNERS. (574, 1760, 745, 1771)
